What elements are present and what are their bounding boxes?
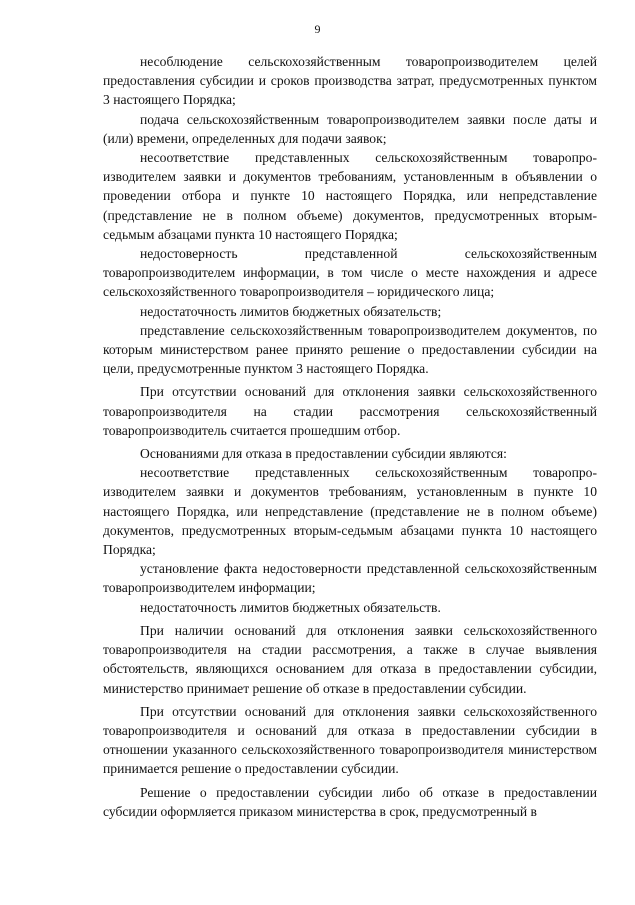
paragraph: несоответствие представленных сельскохозяйственным товаропроизводителем заявки и документов требованиям, установленным в пункте 10 настоящего Порядка, или непредставление (представление не в полном объеме) документов, предусмотренных вторым-седьмым абзацами пункта 10 настоящего Порядка; — [103, 465, 597, 558]
paragraph: представление сельскохозяйственным товаропроизводителем документов, по которым министерством ранее принято решение о предоставлении субсидии на цели, предусмотренные пунктом 3 настоящего Порядка. — [103, 322, 597, 377]
paragraph: недостаточность лимитов бюджетных обязательств. — [140, 599, 441, 615]
paragraph: недостоверность представленной сельскохозяйственным товаропроизводителем информации, в том числе о месте нахождения и адресе сельскохозяйственного товаропроизводителя – юридического лица; — [103, 246, 597, 300]
paragraph: При отсутствии оснований для отклонения заявки сельскохозяйственного товаропроизводителя на стадии рассмотрения сельскохозяйственный товаропроизводитель считается прошедшим отбор. — [103, 384, 597, 438]
paragraph: несоответствие представленных сельскохозяйственным товаропроизводителем заявки и документов требованиям, установленным в объявлении о проведении отбора и пункте 10 настоящего Порядка, или непредставление (представление не в полном объеме) документов, предусмотренных вторым-седьмым абзацами пункта 10 настоящего Порядка; — [103, 150, 597, 242]
paragraph: Решение о предоставлении субсидии либо об отказе в предоставлении субсидии оформляется приказом министерства в срок, предусмотренный в — [103, 784, 597, 819]
paragraph: недостаточность лимитов бюджетных обязательств; — [140, 303, 442, 319]
paragraph: установление факта недостоверности представленной сельскохозяйственным товаропроизводителем информации; — [103, 561, 597, 596]
page-number: 9 — [314, 22, 321, 36]
paragraph: несоблюдение сельскохозяйственным товаропроизводителем целей предоставления субсидии и сроков производства затрат, предусмотренных пунктом 3 настоящего Порядка; — [103, 54, 597, 108]
paragraph: подача сельскохозяйственным товаропроизводителем заявки после даты и (или) времени, определенных для подачи заявок; — [103, 111, 597, 146]
paragraph: Основаниями для отказа в предоставлении субсидии являются: — [140, 446, 507, 462]
paragraph: При наличии оснований для отклонения заявки сельскохозяйственного товаропроизводителя на стадии рассмотрения, а также в случае выявления обстоятельств, являющихся основанием для отказа в предоставлении субсидии, министерство принимает решение об отказе в предоставлении субсидии. — [103, 622, 597, 696]
paragraph: При отсутствии оснований для отклонения заявки сельскохозяйственного товаропроизводителя и оснований для отказа в предоставлении субсидии в отношении указанного сельскохозяйственного товаропроизводителя министерством принимается решение о предоставлении субсидии. — [103, 703, 597, 777]
